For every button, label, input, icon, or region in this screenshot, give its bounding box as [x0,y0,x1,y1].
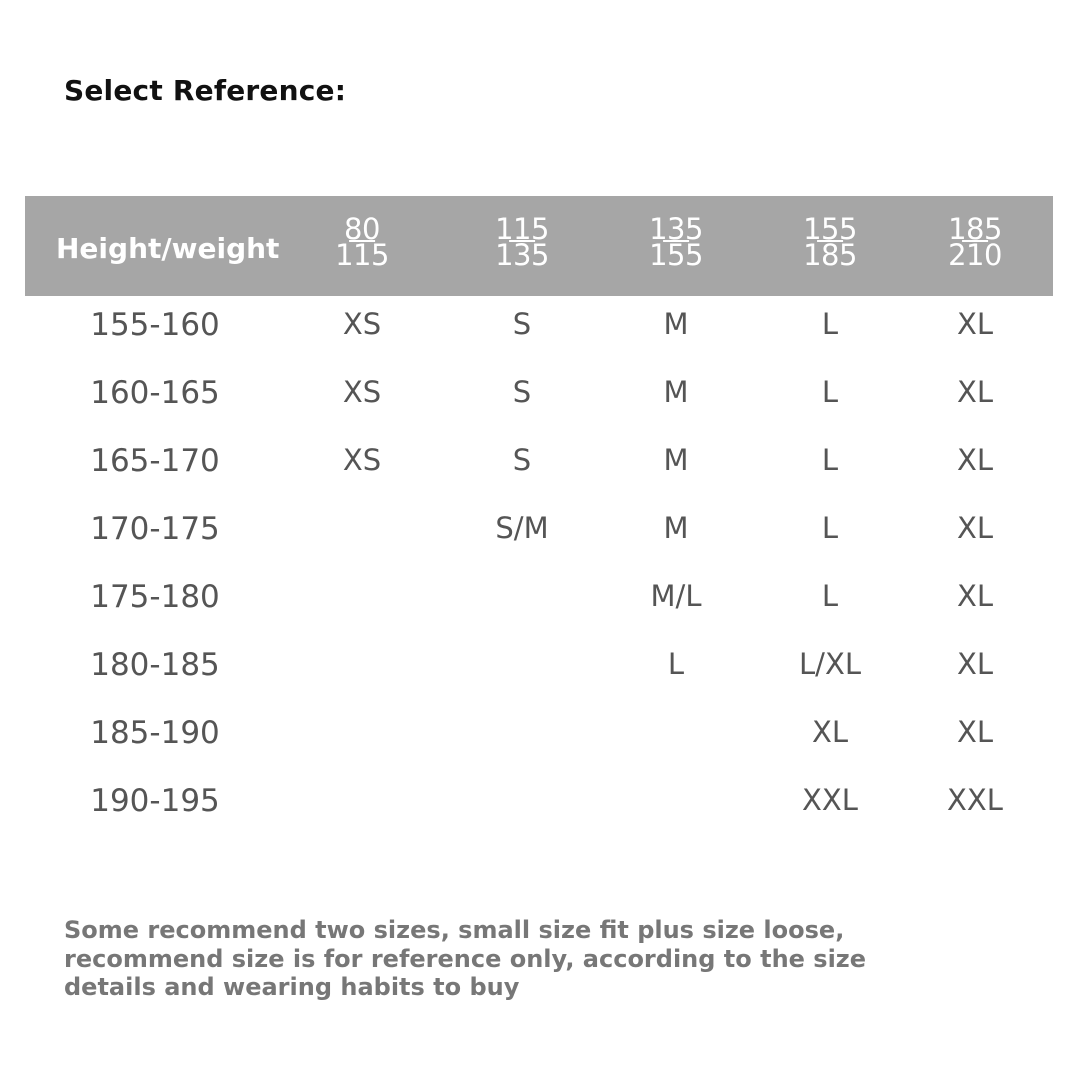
weight-range-header [948,210,1002,274]
page-title: Select Reference: [64,74,347,107]
height-range-label: 190-195 [90,783,220,819]
size-cell: L [667,647,685,681]
size-cell: XXL [947,783,1003,817]
size-cell: XXL [802,783,858,817]
size-cell: XL [956,715,994,749]
weight-range-max: 135 [495,238,549,272]
size-cell: S [512,443,532,477]
height-range-label: 170-175 [90,511,220,547]
height-range-label: 155-160 [90,307,220,343]
size-cell: L [821,375,839,409]
size-cell: M/L [650,579,702,613]
size-cell: M [663,443,689,477]
size-cell: L [821,511,839,545]
size-cell: XS [342,443,382,477]
size-cell: L [821,579,839,613]
weight-range-max: 115 [335,238,389,272]
size-cell: M [663,511,689,545]
weight-range-header [803,210,857,274]
weight-range-min: 135 [649,212,703,246]
height-range-label: 160-165 [90,375,220,411]
size-cell: XL [956,443,994,477]
size-cell: L [821,443,839,477]
height-range-label: 180-185 [90,647,220,683]
size-cell: S [512,307,532,341]
weight-range-min: 155 [803,212,857,246]
size-cell: XL [811,715,849,749]
height-range-label: 185-190 [90,715,220,751]
weight-range-header [649,210,703,274]
size-cell: L [821,307,839,341]
size-cell: XL [956,307,994,341]
weight-range-min: 80 [344,212,380,246]
footnote: Some recommend two sizes, small size fit plus size loose, recommend size is for reference only, according to the size details and wearing habits to buy [64,916,867,1001]
size-cell: M [663,375,689,409]
weight-range-header [335,210,389,274]
height-range-label: 175-180 [90,579,220,615]
weight-range-max: 185 [803,238,857,272]
size-cell: M [663,307,689,341]
size-cell: XS [342,375,382,409]
size-cell: XS [342,307,382,341]
weight-range-header [495,210,549,274]
size-cell: S/M [495,511,549,545]
size-cell: XL [956,579,994,613]
weight-range-min: 185 [948,212,1002,246]
size-cell: XL [956,375,994,409]
size-cell: S [512,375,532,409]
size-cell: XL [956,511,994,545]
size-cell: XL [956,647,994,681]
header-label: Height/weight [56,232,280,265]
weight-range-max: 210 [948,238,1002,272]
size-cell: L/XL [799,647,861,681]
weight-range-max: 155 [649,238,703,272]
weight-range-min: 115 [495,212,549,246]
height-range-label: 165-170 [90,443,220,479]
